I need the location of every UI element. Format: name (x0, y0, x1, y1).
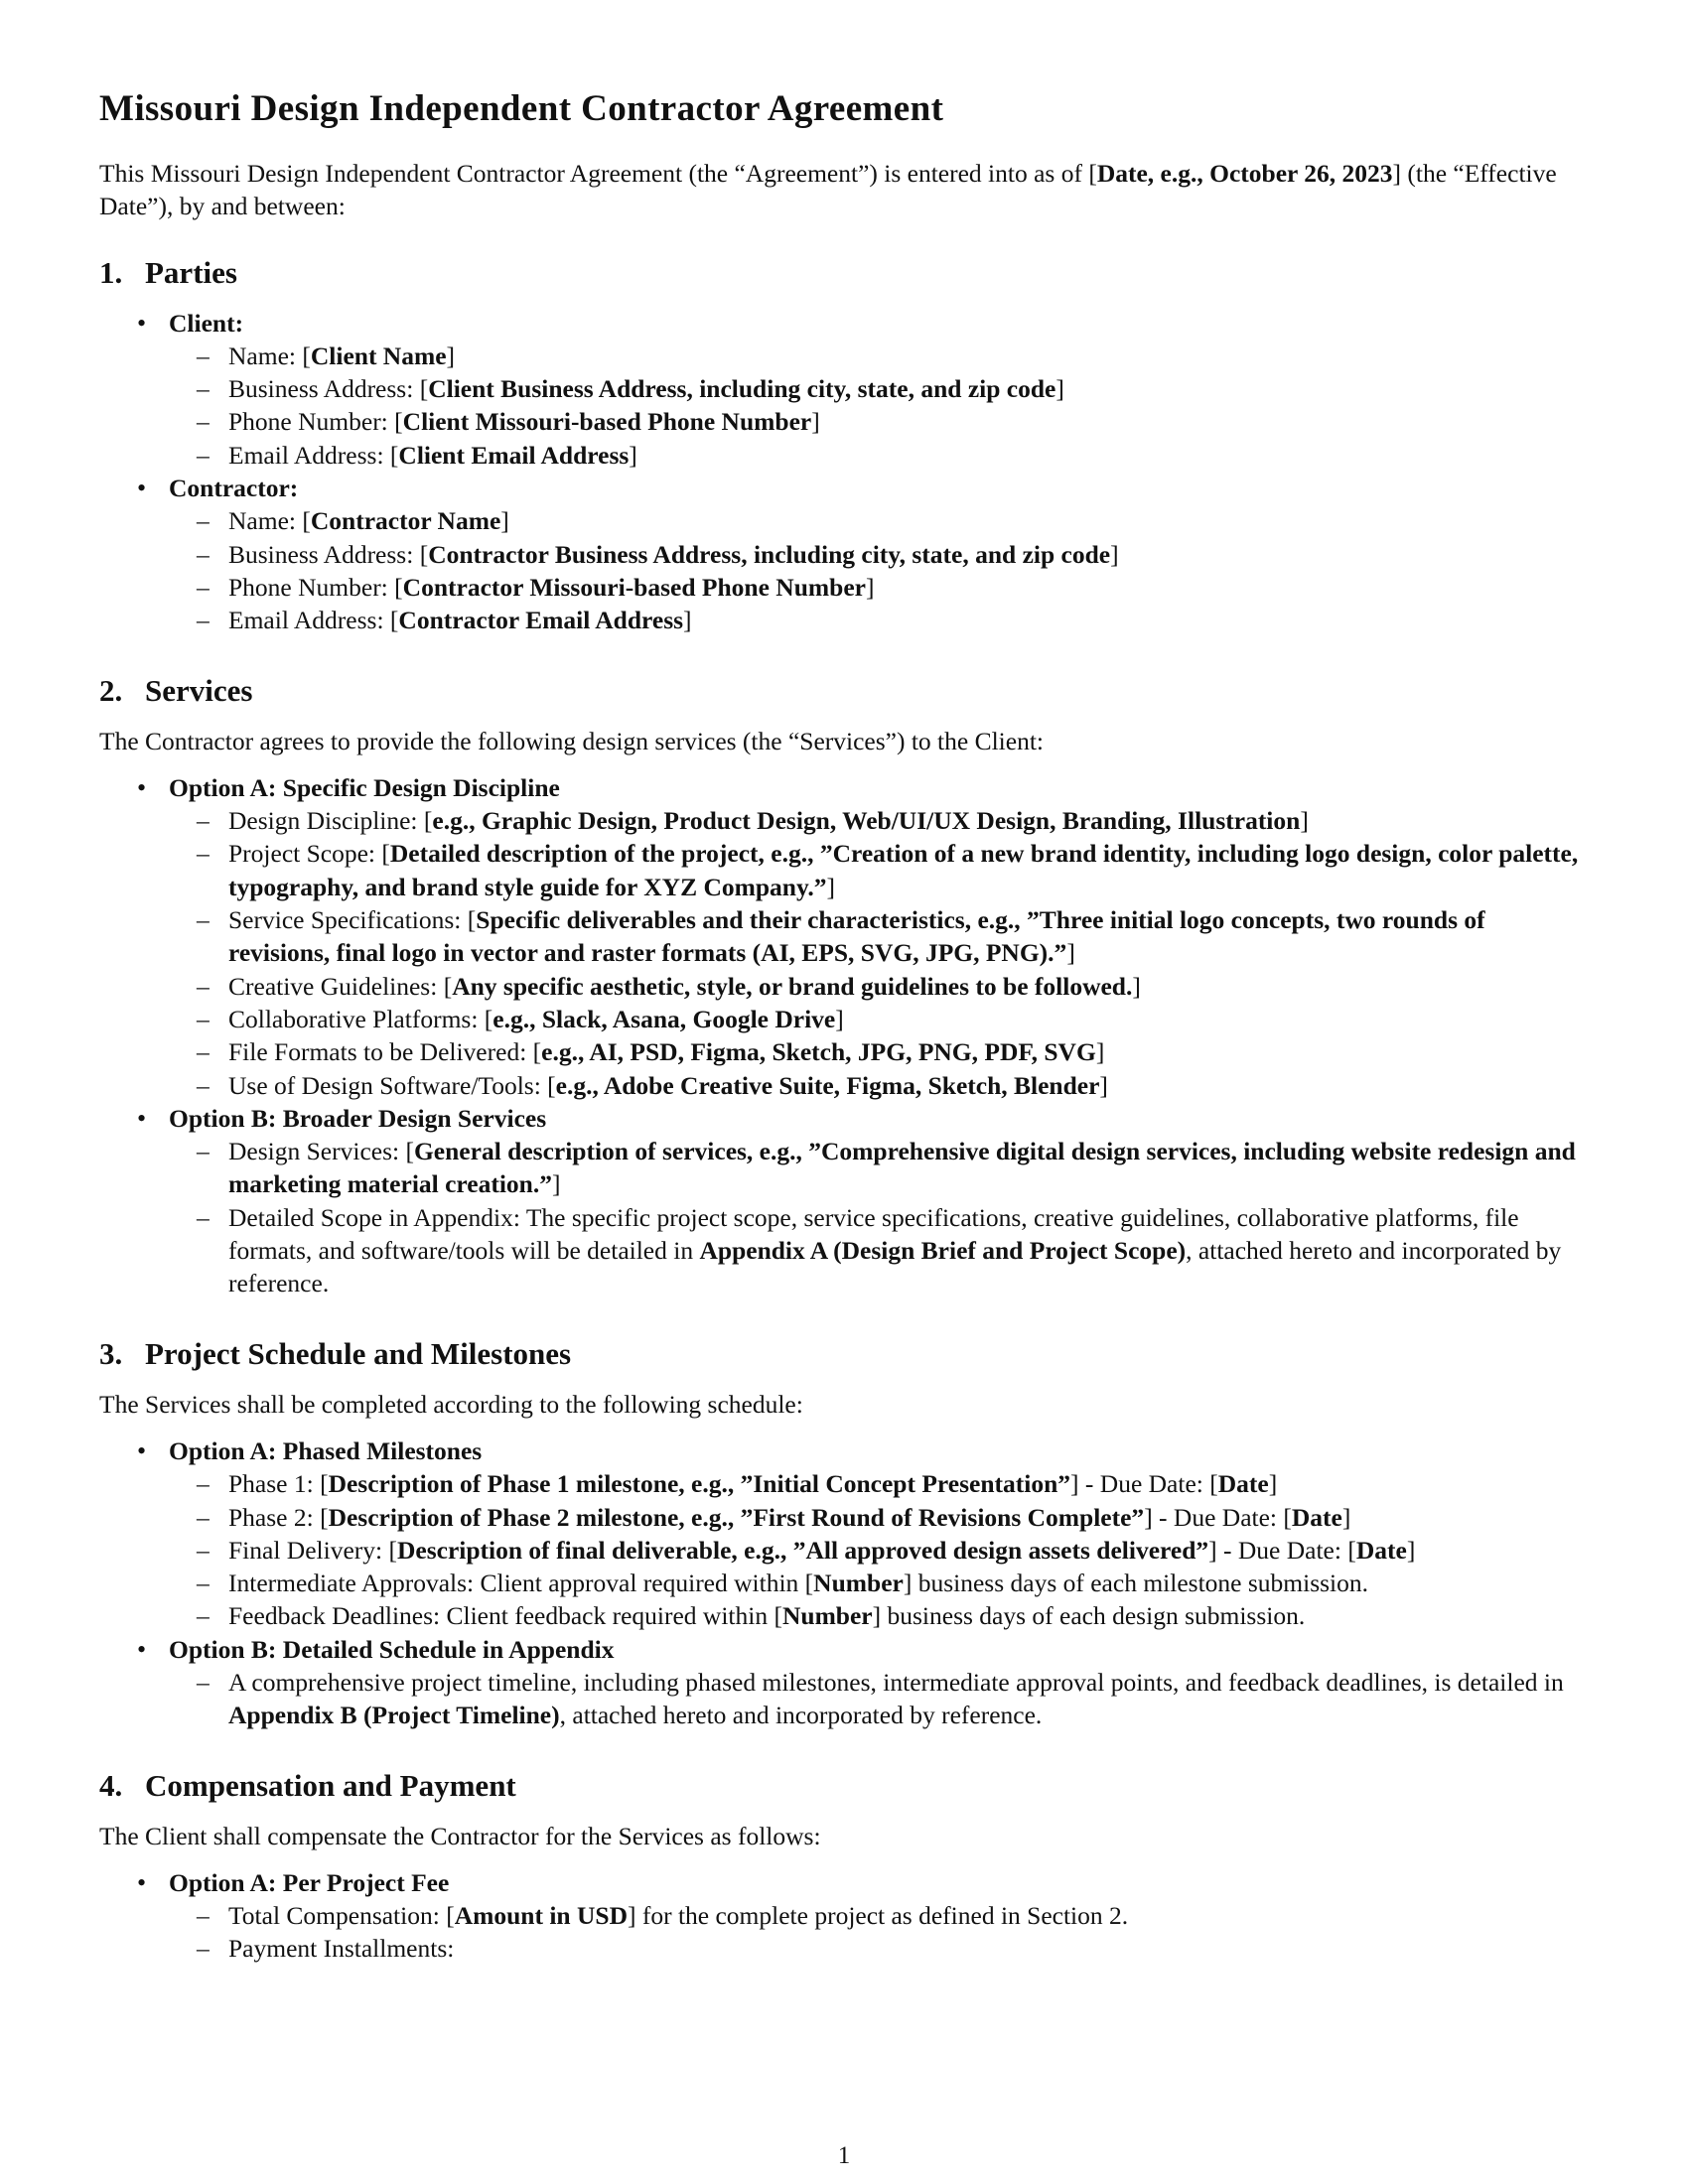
placeholder: Number (781, 1601, 873, 1631)
placeholder: Detailed description of the project, e.g., ”Creation of a new brand identity, including logo design, color palette, typography, and brand style guide for XYZ Company.” (228, 839, 1579, 901)
contractor-details (169, 504, 1589, 636)
client-details (169, 340, 1589, 472)
option-b-item (99, 1102, 1589, 1300)
section-schedule (99, 1334, 1589, 1732)
placeholder: e.g., AI, PSD, Figma, Sketch, JPG, PNG, PDF, SVG (541, 1037, 1096, 1067)
document-title: Missouri Design Independent Contractor Agreement (99, 88, 944, 129)
placeholder: Date (1355, 1535, 1407, 1565)
option-heading: Option B: Detailed Schedule in Appendix (169, 1634, 615, 1664)
placeholder: Client Email Address (398, 440, 630, 470)
placeholder: Amount in USD (454, 1901, 628, 1931)
contractor-item (99, 472, 1589, 636)
section-number: 2. (99, 672, 123, 708)
contractor-heading: Contractor: (169, 474, 299, 503)
option-a-item (99, 1434, 1589, 1633)
list-item: – Service Specifications: [Specific deliverables and their characteristics, e.g., ”Three initial logo concepts, two rounds of revisions, final logo in vector and raster formats (AI, EPS, SVG, JPG, PNG).”] (169, 903, 1589, 970)
section-title: Parties (145, 254, 237, 290)
compensation-options (99, 1866, 1589, 1966)
list-item: – Phone Number: [Client Missouri-based Phone Number] (169, 405, 1589, 438)
option-a-details (169, 1899, 1589, 1966)
option-a-item (99, 1866, 1589, 1966)
document-body (99, 85, 1589, 1999)
list-item: – Use of Design Software/Tools: [e.g., Adobe Creative Suite, Figma, Sketch, Blender] (169, 1069, 1589, 1102)
placeholder: Description of Phase 1 milestone, e.g., ”Initial Concept Presentation” (328, 1469, 1071, 1499)
intro-paragraph (99, 157, 1589, 223)
list-item: – Creative Guidelines: [Any specific aesthetic, style, or brand guidelines to be followed.] (169, 970, 1589, 1003)
placeholder: Contractor Email Address (398, 606, 684, 635)
intro-text-end: ] (the “Effective Date”), by and between: (99, 159, 1557, 221)
list-item: – Design Services: [General description of services, e.g., ”Comprehensive digital design services, including website redesign and marketing material creation.”] (169, 1135, 1589, 1201)
list-item: – Feedback Deadlines: Client feedback required within [Number] business days of each design submission. (169, 1599, 1589, 1632)
effective-date-placeholder: Date, e.g., October 26, 2023 (1096, 159, 1393, 188)
placeholder: Client Missouri-based Phone Number (402, 407, 812, 437)
parties-list (99, 307, 1589, 637)
option-b-item (99, 1633, 1589, 1732)
list-item: – Phone Number: [Contractor Missouri-based Phone Number] (169, 571, 1589, 604)
list-item: – Collaborative Platforms: [e.g., Slack, Asana, Google Drive] (169, 1003, 1589, 1035)
list-item: – Email Address: [Client Email Address] (169, 439, 1589, 472)
list-item: – Email Address: [Contractor Email Address] (169, 604, 1589, 636)
section-number: 4. (99, 1767, 123, 1803)
placeholder: Client Business Address, including city, state, and zip code (428, 374, 1056, 404)
placeholder: Contractor Business Address, including city, state, and zip code (428, 539, 1111, 569)
option-a-details (169, 1467, 1589, 1632)
placeholder: e.g., Adobe Creative Suite, Figma, Sketch, Blender (555, 1070, 1100, 1100)
option-b-details (169, 1135, 1589, 1299)
placeholder: Contractor Name (310, 506, 501, 536)
list-item: – Detailed Scope in Appendix: The specific project scope, service specifications, creative guidelines, collaborative platforms, file formats, and software/tools will be detailed in Appendix A (Design Brief and Project Scope), attached hereto and incorporated by reference. (169, 1201, 1589, 1300)
option-b-details (169, 1666, 1589, 1732)
list-item: – Phase 1: [Description of Phase 1 milestone, e.g., ”Initial Concept Presentation”] - Due Date: [Date] (169, 1467, 1589, 1500)
list-item: – Name: [Contractor Name] (169, 504, 1589, 537)
option-a-item (99, 771, 1589, 1102)
placeholder: Description of final deliverable, e.g., ”All approved design assets delivered” (396, 1535, 1209, 1565)
list-item: – Final Delivery: [Description of final deliverable, e.g., ”All approved design assets delivered”] - Due Date: [Date] (169, 1534, 1589, 1567)
section-number: 3. (99, 1335, 123, 1371)
placeholder: Date (1291, 1502, 1342, 1532)
placeholder: Contractor Missouri-based Phone Number (402, 572, 866, 602)
section-heading (99, 1334, 1589, 1374)
placeholder: Any specific aesthetic, style, or brand guidelines to be followed. (452, 971, 1133, 1001)
list-item: – A comprehensive project timeline, including phased milestones, intermediate approval points, and feedback deadlines, is detailed in Appendix B (Project Timeline), attached hereto and incorporated by reference. (169, 1666, 1589, 1732)
placeholder: Specific deliverables and their characteristics, e.g., ”Three initial logo concepts, two rounds of revisions, final logo in vector and raster formats (AI, EPS, SVG, JPG, PNG).” (228, 905, 1485, 968)
section-lead: The Client shall compensate the Contractor for the Services as follows: (99, 1821, 821, 1850)
appendix-reference: Appendix A (Design Brief and Project Scope) (699, 1236, 1187, 1266)
list-item: – Project Scope: [Detailed description of the project, e.g., ”Creation of a new brand identity, including logo design, color palette, typography, and brand style guide for XYZ Company.”] (169, 837, 1589, 903)
list-item: – Payment Installments: (169, 1932, 1589, 1965)
list-item: – Intermediate Approvals: Client approval required within [Number] business days of each milestone submission. (169, 1567, 1589, 1599)
option-heading: Option A: Per Project Fee (169, 1867, 450, 1897)
section-heading (99, 671, 1589, 711)
option-heading: Option A: Specific Design Discipline (169, 772, 560, 802)
page-number: 1 (837, 2142, 851, 2169)
intro-text: This Missouri Design Independent Contractor Agreement (the “Agreement”) is entered into as of [ (99, 159, 1097, 188)
list-item: – File Formats to be Delivered: [e.g., AI, PSD, Figma, Sketch, JPG, PNG, PDF, SVG] (169, 1035, 1589, 1068)
schedule-options (99, 1434, 1589, 1732)
placeholder: Date (1217, 1469, 1269, 1499)
section-title: Compensation and Payment (145, 1767, 516, 1803)
placeholder: Number (813, 1569, 904, 1598)
placeholder: Description of Phase 2 milestone, e.g., ”First Round of Revisions Complete” (328, 1502, 1145, 1532)
option-heading: Option B: Broader Design Services (169, 1103, 547, 1133)
placeholder: e.g., Slack, Asana, Google Drive (492, 1004, 836, 1033)
list-item: – Business Address: [Contractor Business Address, including city, state, and zip code] (169, 538, 1589, 571)
section-compensation (99, 1766, 1589, 1966)
section-title: Project Schedule and Milestones (145, 1335, 572, 1371)
placeholder: e.g., Graphic Design, Product Design, Web/UI/UX Design, Branding, Illustration (432, 806, 1301, 836)
list-item: – Total Compensation: [Amount in USD] for the complete project as defined in Section 2. (169, 1899, 1589, 1932)
section-heading (99, 1766, 1589, 1806)
list-item: – Name: [Client Name] (169, 340, 1589, 372)
section-lead: The Contractor agrees to provide the following design services (the “Services”) to the Client: (99, 726, 1044, 755)
section-services (99, 671, 1589, 1300)
option-heading: Option A: Phased Milestones (169, 1435, 483, 1465)
section-lead: The Services shall be completed according to the following schedule: (99, 1389, 803, 1419)
section-number: 1. (99, 254, 123, 290)
section-parties (99, 253, 1589, 637)
client-item (99, 307, 1589, 472)
services-options (99, 771, 1589, 1300)
placeholder: General description of services, e.g., ”Comprehensive digital design services, including website redesign and marketing material creation.” (228, 1137, 1576, 1199)
list-item: – Business Address: [Client Business Address, including city, state, and zip code] (169, 372, 1589, 405)
appendix-reference: Appendix B (Project Timeline) (228, 1701, 560, 1730)
placeholder: Client Name (310, 341, 447, 370)
client-heading: Client: (169, 308, 244, 338)
list-item: – Design Discipline: [e.g., Graphic Design, Product Design, Web/UI/UX Design, Branding, Illustration] (169, 804, 1589, 837)
section-title: Services (145, 672, 253, 708)
list-item: – Phase 2: [Description of Phase 2 milestone, e.g., ”First Round of Revisions Complete”] - Due Date: [Date] (169, 1501, 1589, 1534)
section-heading (99, 253, 1589, 293)
option-a-details (169, 804, 1589, 1102)
